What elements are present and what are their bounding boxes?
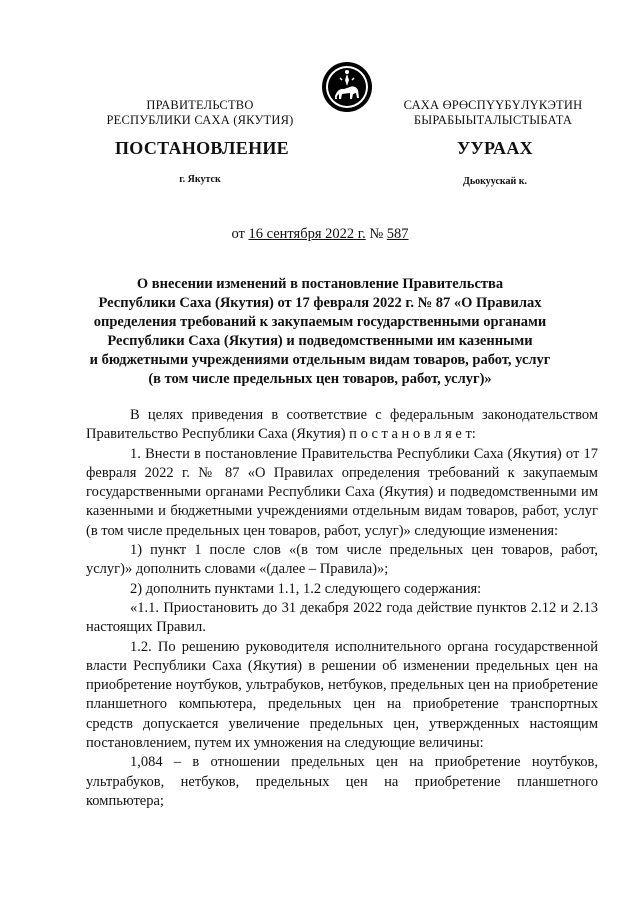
title-line: (в том числе предельных цен товаров, работ, услуг)»	[148, 371, 492, 387]
title-line: и бюджетными учреждениями отдельным видам товаров, работ, услуг	[89, 352, 551, 368]
document-body	[86, 406, 598, 811]
doc-type-ru: ПОСТАНОВЛЕНИЕ	[115, 138, 289, 158]
title-line: определения требований к закупаемым государственными органами	[93, 314, 547, 330]
paragraph-preamble: В целях приведения в соответствие с федеральным законодательством Правительство Республики Саха (Якутия) п о с т а н о в л я е т:	[86, 407, 598, 443]
date-number-line	[0, 226, 640, 243]
title-line: Республики Саха (Якутия) и подведомственными им казенными	[107, 333, 533, 349]
authority-line-2: РЕСПУБЛИКИ САХА (ЯКУТИЯ)	[106, 113, 294, 127]
paragraph-subitem-1: 1) пункт 1 после слов «(в том числе предельных цен товаров, работ, услуг)» дополнить словами «(далее – Правила)»;	[86, 542, 598, 578]
coat-of-arms-emblem	[320, 60, 374, 119]
paragraph-clause-1-1: «1.1. Приостановить до 31 декабря 2022 года действие пунктов 2.12 и 2.13 настоящих Правил.	[86, 599, 598, 636]
number-prefix: №	[369, 226, 384, 242]
authority-name-ru	[90, 98, 310, 128]
document-date: 16 сентября 2022 г.	[248, 226, 366, 242]
document-number: 587	[386, 226, 409, 242]
paragraph-clause-1-2: 1.2. По решению руководителя исполнительного органа государственной власти Республики Саха (Якутия) в решении об изменении предельных цен на приобретение ноутбуков, ультрабуков, нетбуков, предельных цен на приобретение планшетного компьютера, предельных цен на приобретение транспортных средств допускается увеличение предельных цен, утвержденных настоящим постановлением, путем их умножения на следующие величины:	[86, 638, 598, 752]
doc-type-sah: УУРААХ	[457, 138, 533, 158]
paragraph-item-1: 1. Внести в постановление Правительства Республики Саха (Якутия) от 17 февраля 2022 г. № 87 «О Правилах определения требований к закупаемым государственными органами Республики Саха (Якутия) и подведомственными им казенными и бюджетными учреждениями отдельным видам товаров, работ, услуг (в том числе предельных цен товаров, работ, услуг)» следующие изменения:	[86, 445, 598, 539]
title-line: Республики Саха (Якутия) от 17 февраля 2022 г. № 87 «О Правилах	[98, 295, 542, 311]
authority-line-2-sah: БЫРАБЫЫТАЛЫСТЫБАТА	[413, 113, 573, 127]
paragraph-subitem-2: 2) дополнить пунктами 1.1, 1.2 следующего содержания:	[130, 580, 482, 597]
authority-line-1-sah: САХА ӨРӨСПҮҮБҮЛҮКЭТИН	[403, 98, 583, 112]
authority-line-1: ПРАВИТЕЛЬСТВО	[146, 98, 254, 112]
document-title	[70, 275, 570, 389]
date-prefix: от	[231, 226, 245, 242]
paragraph-coefficient: 1,084 – в отношении предельных цен на приобретение ноутбуков, ультрабуков, нетбуков, предельных цен на приобретение планшетного компьютера;	[86, 754, 598, 809]
city-ru: г. Якутск	[179, 174, 221, 185]
authority-name-sah	[388, 98, 598, 128]
city-sah: Дьокуускай к.	[462, 176, 528, 187]
title-line: О внесении изменений в постановление Правительства	[136, 276, 504, 292]
